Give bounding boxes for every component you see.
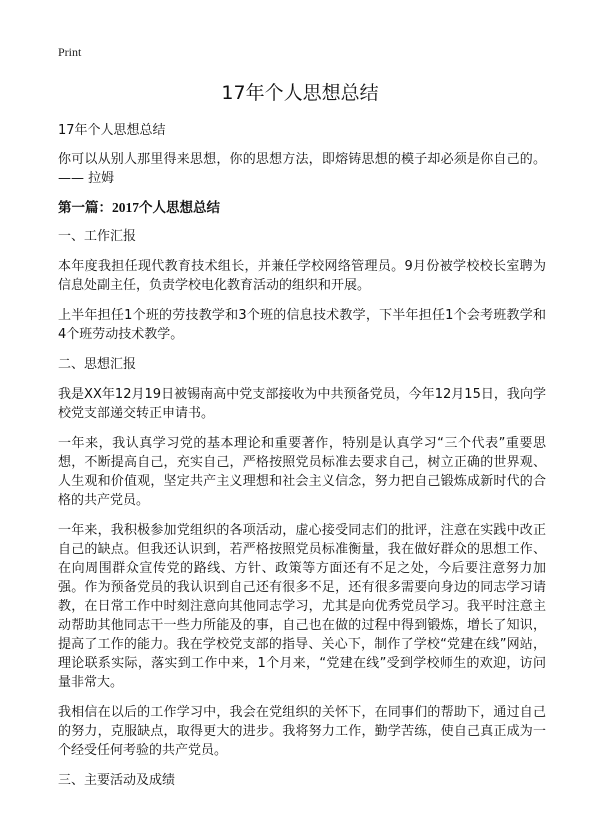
paragraph: 一年来，我认真学习党的基本理论和重要著作，特别是认真学习“三个代表”重要思想，不断提高自己，充实自己，严格按照党员标准去要求自己，树立正确的世界观、人生观和价值观，坚定共产主义理想和社会主义信念，努力把自己锻炼成新时代的合格的共产党员。 bbox=[58, 436, 546, 508]
document-subtitle: 17年个人思想总结 bbox=[58, 123, 166, 138]
heading-thought-report: 二、思想汇报 bbox=[58, 357, 137, 372]
paragraph: 一年来，我积极参加党组织的各项活动，虚心接受同志们的批评，注意在实践中改正自己的缺点。但我还认识到，若严格按照党员标准衡量，我在做好群众的思想工作、在向周围群众宣传党的路线、方针、政策等方面还有不足之处，今后要注意努力加强。作为预备党员的我认识到自己还有很多不足，还有很多需要向身边的同志学习请教，在日常工作中时刻注意向其他同志学习，尤其是向优秀党员学习。我平时注意主动帮助其他同志干一些力所能及的事，自己也在做的过程中得到锻炼，增长了知识，提高了工作的能力。我在学校党支部的指导、关心下，制作了学校“党建在线”网站，理论联系实际，落实到工作中来，1个月来，“党建在线”受到学校师生的欢迎，访问量非常大。 bbox=[58, 523, 546, 690]
paragraph: 本年度我担任现代教育技术组长，并兼任学校网络管理员。9月份被学校校长室聘为信息处副主任，负责学校电化教育活动的组织和开展。 bbox=[58, 259, 546, 293]
page-title: 17年个人思想总结 bbox=[221, 82, 379, 104]
paragraph: 我是XX年12月19日被锡南高中党支部接收为中共预备党员，今年12月15日，我向学校党支部递交转正申请书。 bbox=[58, 387, 546, 421]
paragraph: 我相信在以后的工作学习中，我会在党组织的关怀下，在同事们的帮助下，通过自己的努力，克服缺点，取得更大的进步。我将努力工作，勤学苦练，使自己真正成为一个经受任何考验的共产党员。 bbox=[58, 705, 546, 758]
heading-main-activities: 三、主要活动及成绩 bbox=[58, 773, 176, 788]
paragraph: 上半年担任1个班的劳技教学和3个班的信息技术教学，下半年担任1个会考班教学和4个班劳动技术教学。 bbox=[58, 308, 546, 342]
section-heading: 第一篇：2017个人思想总结 bbox=[58, 200, 220, 215]
print-link[interactable]: Print bbox=[58, 45, 82, 59]
heading-work-report: 一、工作汇报 bbox=[58, 229, 137, 244]
document-body bbox=[58, 121, 546, 801]
epigraph-quote: 你可以从别人那里得来思想，你的思想方法，即熔铸思想的模子却必须是你自己的。 —— 拉姆 bbox=[58, 152, 546, 186]
